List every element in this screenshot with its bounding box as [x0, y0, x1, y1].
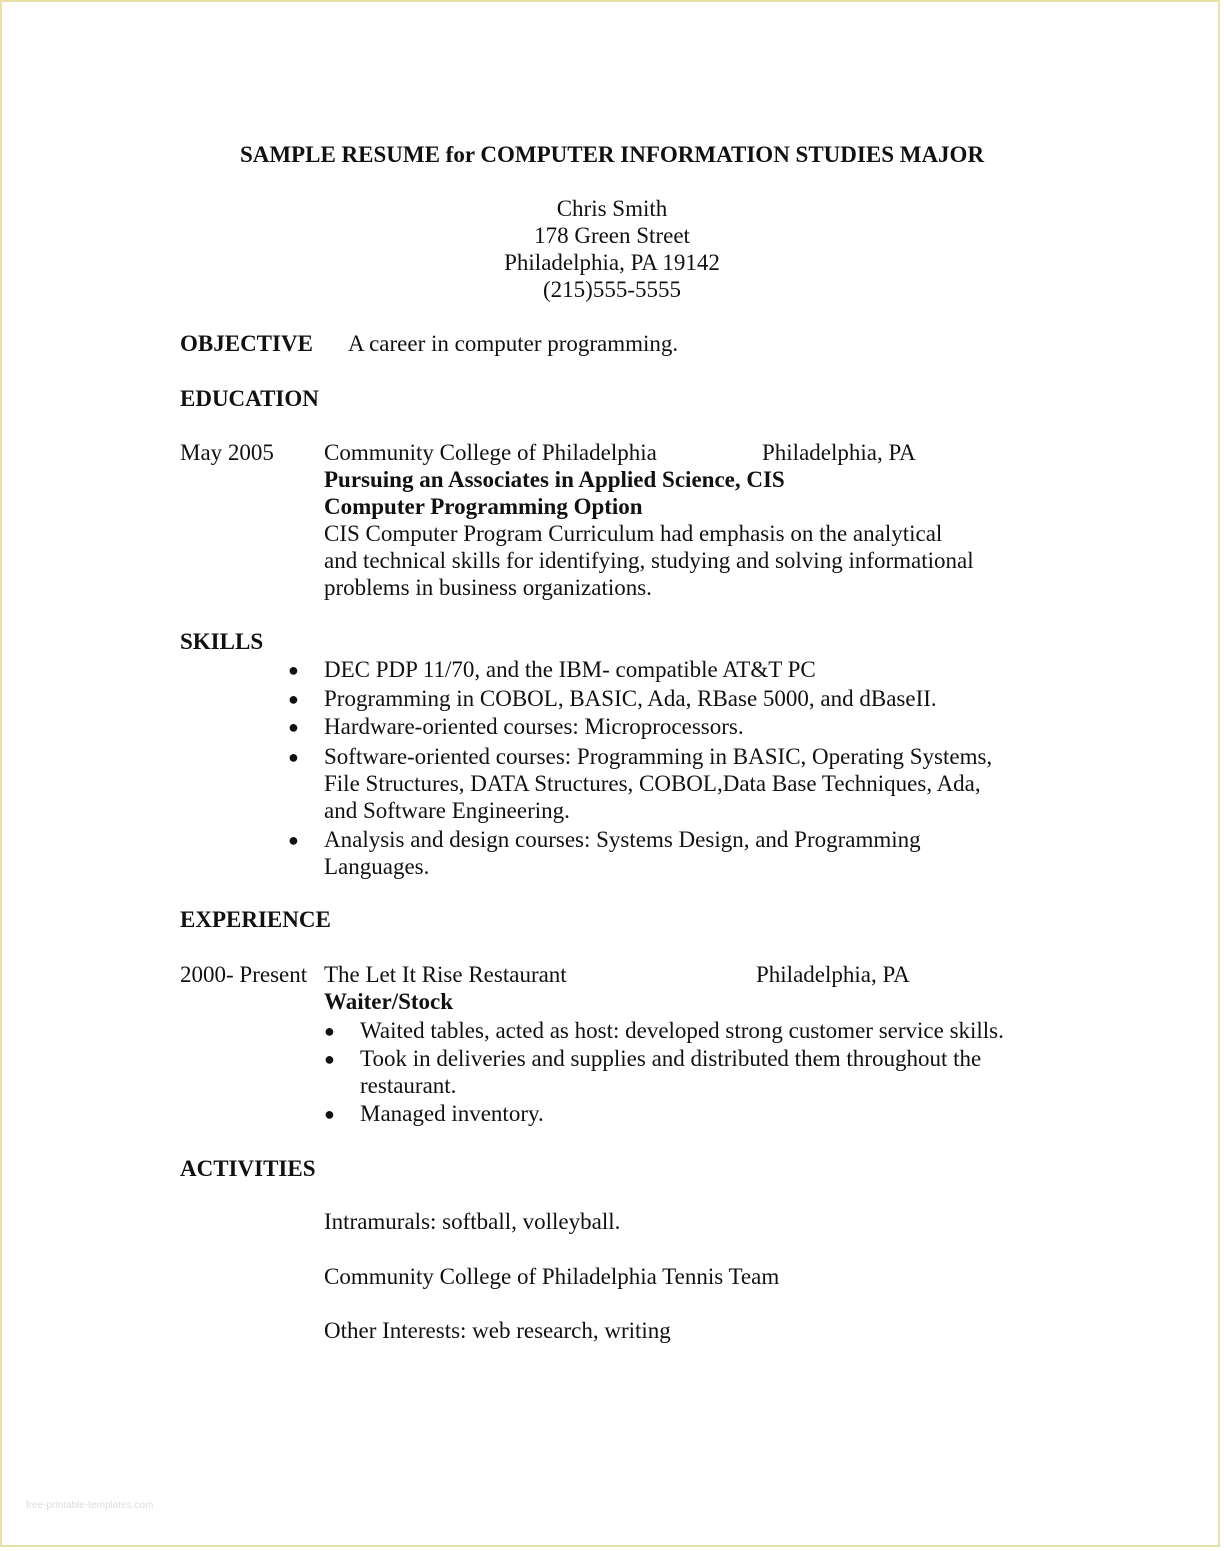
bullet-icon: ●	[324, 1021, 335, 1041]
skill-item-continued: and Software Engineering.	[324, 798, 570, 823]
education-heading: EDUCATION	[180, 386, 319, 411]
skill-item: Analysis and design courses: Systems Design, and Programming	[324, 827, 921, 852]
education-option: Computer Programming Option	[324, 494, 643, 519]
activity-item: Other Interests: web research, writing	[324, 1318, 671, 1343]
bullet-icon: ●	[288, 830, 299, 850]
contact-city: Philadelphia, PA 19142	[504, 250, 720, 275]
objective-text: A career in computer programming.	[348, 331, 679, 356]
contact-street: 178 Green Street	[534, 223, 690, 248]
experience-item: Took in deliveries and supplies and distributed them throughout the	[360, 1046, 982, 1071]
experience-location: Philadelphia, PA	[756, 962, 910, 987]
skill-item: Software-oriented courses: Programming in BASIC, Operating Systems,	[324, 744, 993, 769]
experience-date: 2000- Present	[180, 962, 308, 987]
bullet-icon: ●	[324, 1104, 335, 1124]
experience-position: Waiter/Stock	[324, 989, 454, 1014]
experience-employer: The Let It Rise Restaurant	[324, 962, 567, 987]
experience-item: Waited tables, acted as host: developed strong customer service skills.	[360, 1018, 1004, 1043]
watermark-text: free-printable-templates.com	[26, 1500, 154, 1511]
education-date: May 2005	[180, 440, 274, 465]
objective-heading: OBJECTIVE	[180, 331, 313, 356]
education-school: Community College of Philadelphia	[324, 440, 657, 465]
skill-item: Hardware-oriented courses: Microprocessors.	[324, 714, 744, 739]
experience-item-continued: restaurant.	[360, 1073, 457, 1098]
skill-item: Programming in COBOL, BASIC, Ada, RBase 5000, and dBaseII.	[324, 686, 937, 711]
education-degree: Pursuing an Associates in Applied Science, CIS	[324, 467, 785, 492]
bullet-icon: ●	[288, 660, 299, 680]
education-location: Philadelphia, PA	[762, 440, 916, 465]
bullet-icon: ●	[324, 1049, 335, 1069]
skill-item-continued: File Structures, DATA Structures, COBOL,Data Base Techniques, Ada,	[324, 771, 981, 796]
document-title: SAMPLE RESUME for COMPUTER INFORMATION STUDIES MAJOR	[239, 142, 985, 167]
bullet-icon: ●	[288, 689, 299, 709]
education-description-line: and technical skills for identifying, studying and solving informational	[324, 548, 974, 573]
skill-item: DEC PDP 11/70, and the IBM- compatible AT&T PC	[324, 657, 816, 682]
activity-item: Community College of Philadelphia Tennis Team	[324, 1264, 780, 1289]
experience-item: Managed inventory.	[360, 1101, 544, 1126]
skills-heading: SKILLS	[180, 629, 264, 654]
education-description-line: CIS Computer Program Curriculum had emphasis on the analytical	[324, 521, 943, 546]
bullet-icon: ●	[288, 747, 299, 767]
education-description-line: problems in business organizations.	[324, 575, 652, 600]
activity-item: Intramurals: softball, volleyball.	[324, 1209, 621, 1234]
bullet-icon: ●	[288, 717, 299, 737]
activities-heading: ACTIVITIES	[180, 1156, 316, 1181]
contact-name: Chris Smith	[556, 196, 668, 221]
experience-heading: EXPERIENCE	[180, 907, 331, 932]
contact-phone: (215)555-5555	[543, 277, 681, 302]
skill-item-continued: Languages.	[324, 854, 430, 879]
